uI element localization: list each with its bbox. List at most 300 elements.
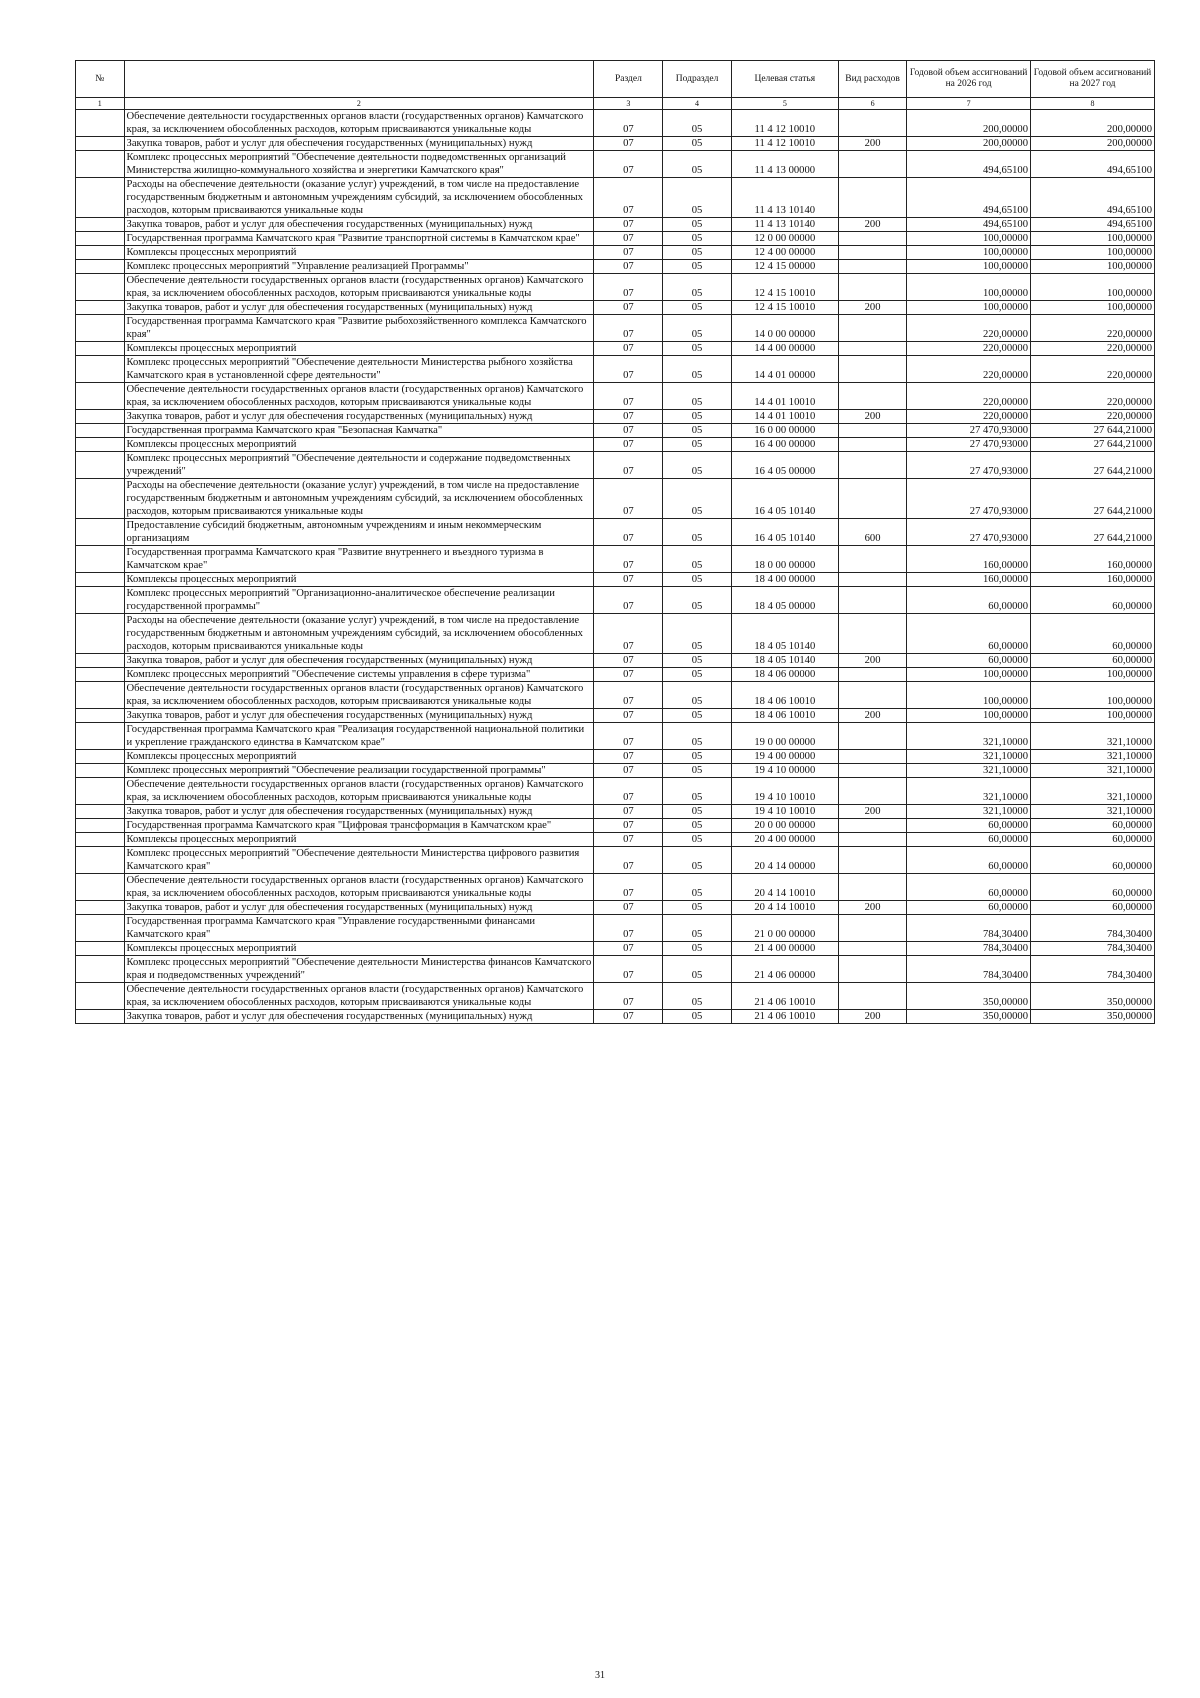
row-razdel: 07 — [594, 915, 663, 942]
row-target-code: 19 4 00 00000 — [731, 750, 838, 764]
header-num: № — [76, 61, 125, 98]
row-amount-2027: 321,10000 — [1031, 723, 1155, 750]
row-number — [76, 819, 125, 833]
row-amount-2027: 60,00000 — [1031, 847, 1155, 874]
row-target-code: 20 0 00 00000 — [731, 819, 838, 833]
row-number — [76, 682, 125, 709]
row-podrazdel: 05 — [663, 218, 731, 232]
row-name: Государственная программа Камчатского края "Развитие рыбохозяйственного комплекса Камчатского края" — [124, 315, 594, 342]
row-razdel: 07 — [594, 1010, 663, 1024]
table-row — [76, 356, 1155, 383]
row-expense-type — [839, 246, 907, 260]
row-target-code: 16 4 05 10140 — [731, 479, 838, 519]
row-razdel: 07 — [594, 260, 663, 274]
table-row — [76, 668, 1155, 682]
row-number — [76, 301, 125, 315]
row-amount-2026: 60,00000 — [907, 901, 1031, 915]
row-name: Закупка товаров, работ и услуг для обеспечения государственных (муниципальных) нужд — [124, 218, 594, 232]
row-amount-2026: 220,00000 — [907, 315, 1031, 342]
row-amount-2027: 100,00000 — [1031, 301, 1155, 315]
row-amount-2026: 321,10000 — [907, 778, 1031, 805]
row-name: Государственная программа Камчатского края "Управление государственными финансами Камчатского края" — [124, 915, 594, 942]
row-podrazdel: 05 — [663, 778, 731, 805]
row-number — [76, 438, 125, 452]
row-expense-type: 200 — [839, 410, 907, 424]
row-amount-2026: 220,00000 — [907, 410, 1031, 424]
table-row — [76, 942, 1155, 956]
row-name: Комплексы процессных мероприятий — [124, 246, 594, 260]
table-row — [76, 383, 1155, 410]
row-podrazdel: 05 — [663, 614, 731, 654]
row-amount-2026: 784,30400 — [907, 942, 1031, 956]
row-amount-2027: 100,00000 — [1031, 709, 1155, 723]
row-amount-2026: 321,10000 — [907, 805, 1031, 819]
row-name: Обеспечение деятельности государственных органов власти (государственных органов) Камчатского края, за исключением обособленных расходов, которым присваиваются уникальные коды — [124, 110, 594, 137]
row-expense-type — [839, 983, 907, 1010]
table-row — [76, 246, 1155, 260]
row-razdel: 07 — [594, 438, 663, 452]
row-amount-2027: 321,10000 — [1031, 778, 1155, 805]
row-number — [76, 709, 125, 723]
row-number — [76, 587, 125, 614]
row-expense-type — [839, 274, 907, 301]
row-podrazdel: 05 — [663, 1010, 731, 1024]
row-amount-2027: 100,00000 — [1031, 668, 1155, 682]
row-amount-2026: 100,00000 — [907, 668, 1031, 682]
row-target-code: 16 0 00 00000 — [731, 424, 838, 438]
row-expense-type — [839, 342, 907, 356]
row-amount-2027: 160,00000 — [1031, 546, 1155, 573]
row-number — [76, 942, 125, 956]
row-target-code: 11 4 12 10010 — [731, 137, 838, 151]
row-razdel: 07 — [594, 246, 663, 260]
row-name: Обеспечение деятельности государственных органов власти (государственных органов) Камчатского края, за исключением обособленных расходов, которым присваиваются уникальные коды — [124, 274, 594, 301]
row-target-code: 20 4 14 00000 — [731, 847, 838, 874]
table-row — [76, 709, 1155, 723]
row-podrazdel: 05 — [663, 274, 731, 301]
row-podrazdel: 05 — [663, 519, 731, 546]
row-razdel: 07 — [594, 452, 663, 479]
row-expense-type: 600 — [839, 519, 907, 546]
row-number — [76, 246, 125, 260]
row-amount-2027: 100,00000 — [1031, 274, 1155, 301]
row-amount-2027: 27 644,21000 — [1031, 452, 1155, 479]
row-amount-2026: 100,00000 — [907, 232, 1031, 246]
row-name: Предоставление субсидий бюджетным, автономным учреждениям и иным некоммерческим организациям — [124, 519, 594, 546]
row-expense-type — [839, 573, 907, 587]
row-expense-type — [839, 479, 907, 519]
row-podrazdel: 05 — [663, 178, 731, 218]
row-number — [76, 573, 125, 587]
header-vid: Вид расходов — [839, 61, 907, 98]
row-podrazdel: 05 — [663, 315, 731, 342]
row-target-code: 16 4 05 10140 — [731, 519, 838, 546]
row-number — [76, 764, 125, 778]
row-target-code: 20 4 14 10010 — [731, 874, 838, 901]
row-amount-2026: 60,00000 — [907, 614, 1031, 654]
row-razdel: 07 — [594, 519, 663, 546]
row-number — [76, 901, 125, 915]
table-row — [76, 587, 1155, 614]
table-row — [76, 778, 1155, 805]
row-podrazdel: 05 — [663, 424, 731, 438]
column-number: 3 — [594, 98, 663, 110]
row-name: Комплекс процессных мероприятий "Обеспечение деятельности Министерства финансов Камчатского края и подведомственных учреждений" — [124, 956, 594, 983]
row-number — [76, 546, 125, 573]
row-target-code: 19 4 10 10010 — [731, 805, 838, 819]
row-podrazdel: 05 — [663, 874, 731, 901]
budget-table — [75, 60, 1155, 1024]
row-podrazdel: 05 — [663, 956, 731, 983]
row-name: Комплекс процессных мероприятий "Обеспечение деятельности Министерства цифрового развития Камчатского края" — [124, 847, 594, 874]
row-amount-2027: 494,65100 — [1031, 218, 1155, 232]
row-name: Расходы на обеспечение деятельности (оказание услуг) учреждений, в том числе на предоставление государственным бюджетным и автономным учреждениям субсидий, за исключением обособленных расходов, которым присваиваются уникальные коды — [124, 614, 594, 654]
row-podrazdel: 05 — [663, 682, 731, 709]
row-amount-2027: 27 644,21000 — [1031, 519, 1155, 546]
row-name: Комплексы процессных мероприятий — [124, 750, 594, 764]
row-podrazdel: 05 — [663, 246, 731, 260]
row-podrazdel: 05 — [663, 452, 731, 479]
row-podrazdel: 05 — [663, 573, 731, 587]
row-number — [76, 452, 125, 479]
row-expense-type — [839, 614, 907, 654]
row-podrazdel: 05 — [663, 654, 731, 668]
row-expense-type — [839, 847, 907, 874]
row-podrazdel: 05 — [663, 110, 731, 137]
row-amount-2027: 784,30400 — [1031, 915, 1155, 942]
row-target-code: 21 4 06 10010 — [731, 983, 838, 1010]
row-razdel: 07 — [594, 668, 663, 682]
row-amount-2027: 60,00000 — [1031, 819, 1155, 833]
row-amount-2026: 321,10000 — [907, 750, 1031, 764]
row-expense-type — [839, 956, 907, 983]
row-target-code: 18 0 00 00000 — [731, 546, 838, 573]
row-razdel: 07 — [594, 983, 663, 1010]
row-name: Закупка товаров, работ и услуг для обеспечения государственных (муниципальных) нужд — [124, 137, 594, 151]
column-number: 8 — [1031, 98, 1155, 110]
row-expense-type — [839, 764, 907, 778]
row-target-code: 18 4 05 00000 — [731, 587, 838, 614]
row-number — [76, 614, 125, 654]
row-razdel: 07 — [594, 342, 663, 356]
row-razdel: 07 — [594, 709, 663, 723]
row-name: Комплекс процессных мероприятий "Обеспечение системы управления в сфере туризма" — [124, 668, 594, 682]
header-razdel: Раздел — [594, 61, 663, 98]
row-podrazdel: 05 — [663, 546, 731, 573]
table-row — [76, 901, 1155, 915]
row-name: Государственная программа Камчатского края "Реализация государственной национальной политики и укрепление гражданского единства в Камчатском крае" — [124, 723, 594, 750]
row-amount-2027: 784,30400 — [1031, 956, 1155, 983]
row-number — [76, 315, 125, 342]
row-expense-type — [839, 151, 907, 178]
row-amount-2027: 321,10000 — [1031, 750, 1155, 764]
row-number — [76, 519, 125, 546]
row-amount-2027: 100,00000 — [1031, 246, 1155, 260]
row-podrazdel: 05 — [663, 915, 731, 942]
row-amount-2027: 220,00000 — [1031, 383, 1155, 410]
row-amount-2026: 160,00000 — [907, 573, 1031, 587]
row-name: Закупка товаров, работ и услуг для обеспечения государственных (муниципальных) нужд — [124, 901, 594, 915]
table-row — [76, 452, 1155, 479]
row-amount-2027: 27 644,21000 — [1031, 479, 1155, 519]
row-name: Комплексы процессных мероприятий — [124, 438, 594, 452]
row-podrazdel: 05 — [663, 587, 731, 614]
row-razdel: 07 — [594, 587, 663, 614]
row-number — [76, 874, 125, 901]
row-number — [76, 274, 125, 301]
row-amount-2027: 220,00000 — [1031, 315, 1155, 342]
table-row — [76, 519, 1155, 546]
row-amount-2027: 60,00000 — [1031, 614, 1155, 654]
row-razdel: 07 — [594, 274, 663, 301]
row-podrazdel: 05 — [663, 301, 731, 315]
table-row — [76, 301, 1155, 315]
row-name: Комплексы процессных мероприятий — [124, 573, 594, 587]
row-target-code: 16 4 05 00000 — [731, 452, 838, 479]
row-expense-type: 200 — [839, 301, 907, 315]
row-razdel: 07 — [594, 546, 663, 573]
row-amount-2026: 60,00000 — [907, 874, 1031, 901]
row-amount-2026: 784,30400 — [907, 956, 1031, 983]
row-name: Государственная программа Камчатского края "Безопасная Камчатка" — [124, 424, 594, 438]
row-amount-2027: 200,00000 — [1031, 137, 1155, 151]
row-name: Расходы на обеспечение деятельности (оказание услуг) учреждений, в том числе на предоставление государственным бюджетным и автономным учреждениям субсидий, за исключением обособленных расходов, которым присваиваются уникальные коды — [124, 178, 594, 218]
row-amount-2027: 220,00000 — [1031, 342, 1155, 356]
row-expense-type — [839, 356, 907, 383]
row-razdel: 07 — [594, 356, 663, 383]
row-amount-2026: 27 470,93000 — [907, 479, 1031, 519]
row-target-code: 11 4 13 00000 — [731, 151, 838, 178]
row-name: Комплекс процессных мероприятий "Обеспечение реализации государственной программы" — [124, 764, 594, 778]
page-number: 31 — [595, 1670, 605, 1681]
row-razdel: 07 — [594, 151, 663, 178]
row-target-code: 20 4 00 00000 — [731, 833, 838, 847]
row-podrazdel: 05 — [663, 723, 731, 750]
row-name: Закупка товаров, работ и услуг для обеспечения государственных (муниципальных) нужд — [124, 805, 594, 819]
row-number — [76, 410, 125, 424]
row-name: Комплекс процессных мероприятий "Обеспечение деятельности и содержание подведомственных учреждений" — [124, 452, 594, 479]
row-amount-2026: 160,00000 — [907, 546, 1031, 573]
row-podrazdel: 05 — [663, 232, 731, 246]
row-podrazdel: 05 — [663, 479, 731, 519]
column-number: 4 — [663, 98, 731, 110]
row-razdel: 07 — [594, 956, 663, 983]
row-razdel: 07 — [594, 110, 663, 137]
row-name: Обеспечение деятельности государственных органов власти (государственных органов) Камчатского края, за исключением обособленных расходов, которым присваиваются уникальные коды — [124, 874, 594, 901]
row-number — [76, 668, 125, 682]
table-row — [76, 764, 1155, 778]
header-target: Целевая статья — [731, 61, 838, 98]
column-number: 1 — [76, 98, 125, 110]
header-year-2026: Годовой объем ассигнований на 2026 год — [907, 61, 1031, 98]
row-amount-2027: 60,00000 — [1031, 833, 1155, 847]
row-razdel: 07 — [594, 778, 663, 805]
row-amount-2027: 494,65100 — [1031, 178, 1155, 218]
table-row — [76, 178, 1155, 218]
table-row — [76, 983, 1155, 1010]
row-number — [76, 833, 125, 847]
row-expense-type — [839, 232, 907, 246]
row-amount-2027: 200,00000 — [1031, 110, 1155, 137]
row-amount-2027: 321,10000 — [1031, 805, 1155, 819]
row-name: Комплексы процессных мероприятий — [124, 342, 594, 356]
row-target-code: 14 4 01 10010 — [731, 410, 838, 424]
row-amount-2026: 60,00000 — [907, 587, 1031, 614]
row-number — [76, 750, 125, 764]
row-number — [76, 356, 125, 383]
row-expense-type: 200 — [839, 709, 907, 723]
row-amount-2027: 220,00000 — [1031, 356, 1155, 383]
row-podrazdel: 05 — [663, 260, 731, 274]
row-target-code: 11 4 12 10010 — [731, 110, 838, 137]
row-razdel: 07 — [594, 805, 663, 819]
row-razdel: 07 — [594, 573, 663, 587]
row-amount-2026: 27 470,93000 — [907, 438, 1031, 452]
table-row — [76, 750, 1155, 764]
row-number — [76, 383, 125, 410]
row-number — [76, 151, 125, 178]
column-number: 7 — [907, 98, 1031, 110]
row-target-code: 11 4 13 10140 — [731, 178, 838, 218]
table-row — [76, 424, 1155, 438]
table-row — [76, 260, 1155, 274]
row-target-code: 18 4 05 10140 — [731, 654, 838, 668]
table-row — [76, 874, 1155, 901]
row-target-code: 21 0 00 00000 — [731, 915, 838, 942]
table-row — [76, 956, 1155, 983]
row-expense-type — [839, 424, 907, 438]
row-name: Комплексы процессных мероприятий — [124, 833, 594, 847]
row-name: Закупка товаров, работ и услуг для обеспечения государственных (муниципальных) нужд — [124, 709, 594, 723]
row-podrazdel: 05 — [663, 709, 731, 723]
row-number — [76, 654, 125, 668]
row-expense-type — [839, 438, 907, 452]
row-amount-2026: 200,00000 — [907, 137, 1031, 151]
row-amount-2026: 321,10000 — [907, 723, 1031, 750]
row-expense-type — [839, 915, 907, 942]
row-name: Закупка товаров, работ и услуг для обеспечения государственных (муниципальных) нужд — [124, 1010, 594, 1024]
row-target-code: 18 4 06 10010 — [731, 682, 838, 709]
row-name: Комплекс процессных мероприятий "Обеспечение деятельности Министерства рыбного хозяйства Камчатского края в установленной сфере деятельности" — [124, 356, 594, 383]
row-razdel: 07 — [594, 654, 663, 668]
row-amount-2026: 100,00000 — [907, 246, 1031, 260]
row-number — [76, 232, 125, 246]
row-target-code: 21 4 00 00000 — [731, 942, 838, 956]
row-razdel: 07 — [594, 833, 663, 847]
row-name: Обеспечение деятельности государственных органов власти (государственных органов) Камчатского края, за исключением обособленных расходов, которым присваиваются уникальные коды — [124, 778, 594, 805]
row-podrazdel: 05 — [663, 438, 731, 452]
row-number — [76, 479, 125, 519]
row-amount-2027: 100,00000 — [1031, 682, 1155, 709]
table-row — [76, 315, 1155, 342]
row-razdel: 07 — [594, 750, 663, 764]
row-target-code: 16 4 00 00000 — [731, 438, 838, 452]
table-row — [76, 847, 1155, 874]
table-row — [76, 614, 1155, 654]
row-razdel: 07 — [594, 614, 663, 654]
row-podrazdel: 05 — [663, 847, 731, 874]
row-razdel: 07 — [594, 901, 663, 915]
row-number — [76, 110, 125, 137]
table-row — [76, 342, 1155, 356]
row-amount-2026: 27 470,93000 — [907, 519, 1031, 546]
row-amount-2027: 100,00000 — [1031, 232, 1155, 246]
row-amount-2027: 60,00000 — [1031, 587, 1155, 614]
row-target-code: 14 0 00 00000 — [731, 315, 838, 342]
table-body — [76, 110, 1155, 1024]
table-row — [76, 218, 1155, 232]
row-amount-2026: 27 470,93000 — [907, 452, 1031, 479]
table-row — [76, 682, 1155, 709]
row-amount-2027: 784,30400 — [1031, 942, 1155, 956]
table-row — [76, 274, 1155, 301]
row-amount-2026: 100,00000 — [907, 260, 1031, 274]
row-target-code: 18 4 06 10010 — [731, 709, 838, 723]
row-expense-type — [839, 942, 907, 956]
row-number — [76, 915, 125, 942]
row-expense-type — [839, 178, 907, 218]
row-amount-2026: 27 470,93000 — [907, 424, 1031, 438]
table-row — [76, 723, 1155, 750]
row-expense-type — [839, 833, 907, 847]
row-amount-2026: 784,30400 — [907, 915, 1031, 942]
row-target-code: 12 0 00 00000 — [731, 232, 838, 246]
row-amount-2027: 220,00000 — [1031, 410, 1155, 424]
row-expense-type — [839, 452, 907, 479]
row-expense-type — [839, 819, 907, 833]
row-number — [76, 1010, 125, 1024]
table-row — [76, 1010, 1155, 1024]
header-year-2027: Годовой объем ассигнований на 2027 год — [1031, 61, 1155, 98]
table-row — [76, 410, 1155, 424]
row-target-code: 12 4 15 10010 — [731, 301, 838, 315]
row-razdel: 07 — [594, 942, 663, 956]
row-podrazdel: 05 — [663, 137, 731, 151]
row-number — [76, 956, 125, 983]
row-razdel: 07 — [594, 218, 663, 232]
row-podrazdel: 05 — [663, 151, 731, 178]
row-amount-2026: 494,65100 — [907, 151, 1031, 178]
row-target-code: 14 4 01 00000 — [731, 356, 838, 383]
row-amount-2026: 60,00000 — [907, 833, 1031, 847]
row-number — [76, 342, 125, 356]
row-target-code: 19 4 10 00000 — [731, 764, 838, 778]
row-amount-2026: 200,00000 — [907, 110, 1031, 137]
row-name: Комплекс процессных мероприятий "Обеспечение деятельности подведомственных организаций Министерства жилищно-коммунального хозяйства и энергетики Камчатского края" — [124, 151, 594, 178]
column-number: 2 — [124, 98, 594, 110]
table-header-row — [76, 61, 1155, 98]
row-amount-2026: 100,00000 — [907, 301, 1031, 315]
row-amount-2027: 27 644,21000 — [1031, 438, 1155, 452]
row-amount-2027: 100,00000 — [1031, 260, 1155, 274]
row-expense-type: 200 — [839, 805, 907, 819]
row-target-code: 18 4 06 00000 — [731, 668, 838, 682]
table-row — [76, 151, 1155, 178]
row-amount-2026: 321,10000 — [907, 764, 1031, 778]
row-amount-2027: 350,00000 — [1031, 983, 1155, 1010]
row-amount-2027: 60,00000 — [1031, 654, 1155, 668]
row-name: Обеспечение деятельности государственных органов власти (государственных органов) Камчатского края, за исключением обособленных расходов, которым присваиваются уникальные коды — [124, 983, 594, 1010]
table-row — [76, 137, 1155, 151]
row-target-code: 11 4 13 10140 — [731, 218, 838, 232]
column-number-row — [76, 98, 1155, 110]
header-podrazdel: Подраздел — [663, 61, 731, 98]
table-row — [76, 915, 1155, 942]
row-amount-2027: 160,00000 — [1031, 573, 1155, 587]
row-amount-2026: 350,00000 — [907, 983, 1031, 1010]
column-number: 6 — [839, 98, 907, 110]
row-expense-type — [839, 874, 907, 901]
